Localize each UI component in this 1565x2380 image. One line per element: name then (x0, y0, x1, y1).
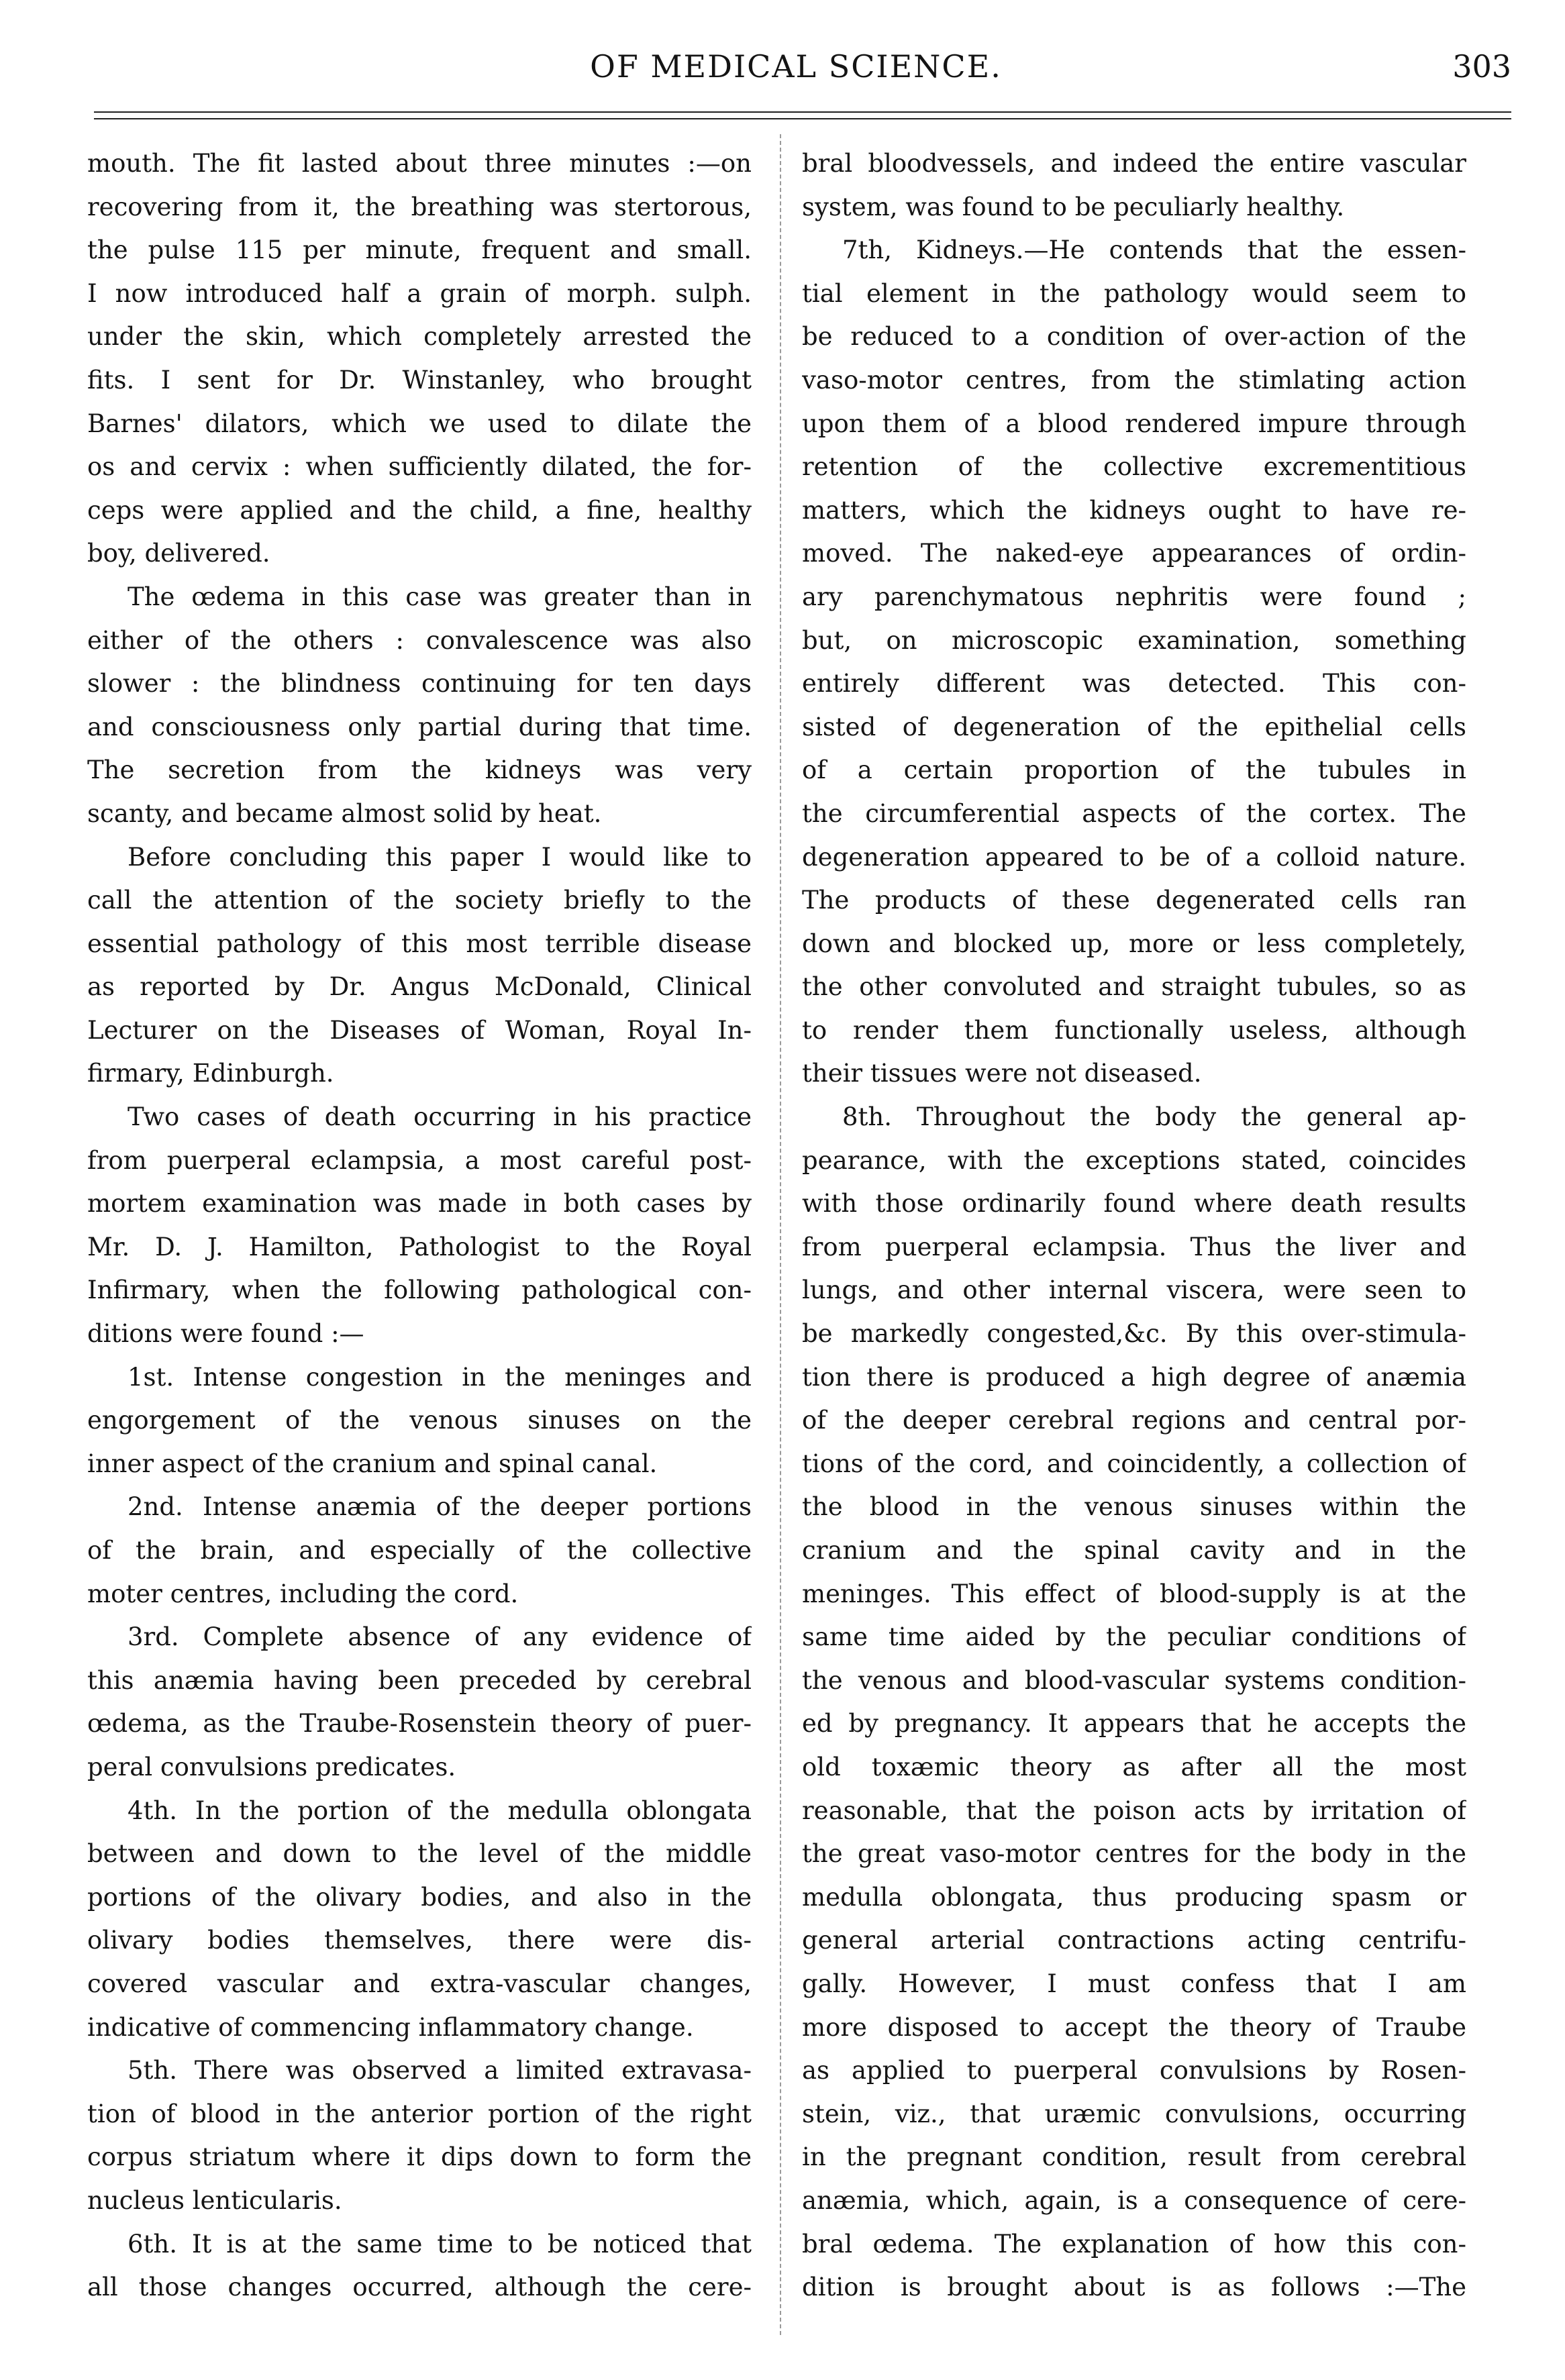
text-line: call the attention of the society briefly to the (87, 886, 752, 915)
text-line: Infirmary, when the following pathological con- (87, 1276, 752, 1305)
page-number: 303 (1452, 48, 1511, 85)
text-line: their tissues were not diseased. (802, 1059, 1202, 1088)
text-line: recovering from it, the breathing was stertorous, (87, 192, 752, 221)
text-line: upon them of a blood rendered impure through (802, 409, 1466, 438)
left-column (87, 142, 752, 2310)
text-line: dition is brought about is as follows :—The (802, 2273, 1466, 2302)
text-line: inner aspect of the cranium and spinal canal. (87, 1449, 658, 1478)
text-line: bral bloodvessels, and indeed the entire vascular (802, 149, 1466, 178)
text-line: ed by pregnancy. It appears that he accepts the (802, 1709, 1466, 1739)
text-line: The œdema in this case was greater than in (128, 582, 752, 611)
text-line: tial element in the pathology would seem to (802, 278, 1466, 308)
text-line: cranium and the spinal cavity and in the (802, 1536, 1466, 1565)
text-line: the venous and blood-vascular systems condition- (802, 1665, 1466, 1695)
text-line: of the brain, and especially of the collective (87, 1536, 752, 1565)
text-line: indicative of commencing inflammatory change. (87, 2012, 694, 2042)
text-line: mortem examination was made in both cases by (87, 1189, 752, 1219)
text-line: corpus striatum where it dips down to form the (87, 2142, 752, 2172)
text-line: fits. I sent for Dr. Winstanley, who brought (87, 365, 752, 395)
running-header (81, 48, 1511, 95)
text-line: of the deeper cerebral regions and central por- (802, 1406, 1466, 1435)
text-line: with those ordinarily found where death results (802, 1189, 1466, 1219)
text-line: The secretion from the kidneys was very (87, 756, 752, 785)
text-line: The products of these degenerated cells ran (802, 886, 1466, 915)
text-line: firmary, Edinburgh. (87, 1059, 334, 1088)
text-line: ceps were applied and the child, a fine, healthy (87, 495, 752, 525)
text-line: bral œdema. The explanation of how this con- (802, 2229, 1466, 2259)
running-title: OF MEDICAL SCIENCE. (590, 48, 1002, 85)
text-line: as reported by Dr. Angus McDonald, Clinical (87, 972, 752, 1002)
text-line: œdema, as the Traube-Rosenstein theory of puer- (87, 1709, 752, 1739)
text-line: Barnes' dilators, which we used to dilate the (87, 409, 752, 438)
text-line: be markedly congested,&c. By this over-stimula- (802, 1319, 1466, 1349)
text-line: the great vaso-motor centres for the body in the (802, 1839, 1466, 1869)
right-column (802, 142, 1466, 2310)
text-line: 6th. It is at the same time to be noticed that (128, 2229, 752, 2259)
text-line: be reduced to a condition of over-action of the (802, 322, 1466, 352)
text-line: 1st. Intense congestion in the meninges and (128, 1362, 752, 1392)
text-line: covered vascular and extra-vascular changes, (87, 1969, 752, 1998)
text-line: in the pregnant condition, result from cerebral (802, 2142, 1466, 2172)
text-line: os and cervix : when sufficiently dilated, the for- (87, 452, 752, 482)
text-line: retention of the collective excrementitious (802, 452, 1466, 482)
text-line: medulla oblongata, thus producing spasm or (802, 1882, 1466, 1912)
text-line: meninges. This effect of blood-supply is at the (802, 1579, 1466, 1608)
text-line: peral convulsions predicates. (87, 1752, 456, 1781)
text-line: entirely different was detected. This con- (802, 669, 1466, 699)
text-line: olivary bodies themselves, there were dis- (87, 1926, 752, 1955)
text-line: ary parenchymatous nephritis were found ; (802, 582, 1466, 611)
text-line: portions of the olivary bodies, and also in the (87, 1882, 752, 1912)
text-line: vaso-motor centres, from the stimlating action (802, 365, 1466, 395)
text-line: engorgement of the venous sinuses on the (87, 1406, 752, 1435)
text-line: essential pathology of this most terrible disease (87, 929, 752, 958)
text-line: matters, which the kidneys ought to have re- (802, 495, 1466, 525)
text-line: nucleus lenticularis. (87, 2185, 342, 2215)
text-line: all those changes occurred, although the cere- (87, 2273, 752, 2302)
header-rule-top (94, 111, 1511, 113)
text-line: as applied to puerperal convulsions by Rosen- (802, 2056, 1466, 2085)
text-line: 5th. There was observed a limited extravasa- (128, 2056, 752, 2085)
text-line: system, was found to be peculiarly healthy. (802, 192, 1345, 221)
column-divider (780, 134, 781, 2335)
text-line: 4th. In the portion of the medulla oblongata (128, 1796, 752, 1825)
text-line: sisted of degeneration of the epithelial cells (802, 712, 1466, 741)
text-line: 3rd. Complete absence of any evidence of (128, 1622, 752, 1652)
text-line: mouth. The fit lasted about three minutes :—on (87, 149, 752, 178)
text-line: moved. The naked-eye appearances of ordin- (802, 539, 1466, 568)
text-line: stein, viz., that uræmic convulsions, occurring (802, 2099, 1466, 2128)
text-line: 7th, Kidneys.—He contends that the essen- (842, 236, 1466, 265)
text-line: from puerperal eclampsia. Thus the liver and (802, 1232, 1466, 1261)
text-line: moter centres, including the cord. (87, 1579, 519, 1608)
text-line: between and down to the level of the middle (87, 1839, 752, 1869)
text-line: Mr. D. J. Hamilton, Pathologist to the Royal (87, 1232, 752, 1261)
text-line: same time aided by the peculiar conditions of (802, 1622, 1466, 1652)
text-line: down and blocked up, more or less completely, (802, 929, 1466, 958)
text-line: of a certain proportion of the tubules in (802, 756, 1466, 785)
header-rule-bottom (94, 118, 1511, 119)
text-line: the pulse 115 per minute, frequent and small. (87, 236, 752, 265)
text-line: the blood in the venous sinuses within the (802, 1492, 1466, 1522)
text-line: 8th. Throughout the body the general ap- (842, 1102, 1466, 1132)
text-line: Two cases of death occurring in his practice (128, 1102, 752, 1132)
text-line: Before concluding this paper I would like to (128, 842, 752, 872)
text-line: gally. However, I must confess that I am (802, 1969, 1466, 1998)
text-line: old toxæmic theory as after all the most (802, 1752, 1466, 1781)
text-line: under the skin, which completely arrested the (87, 322, 752, 352)
text-line: I now introduced half a grain of morph. sulph. (87, 278, 752, 308)
text-line: but, on microscopic examination, something (802, 625, 1466, 655)
text-line: slower : the blindness continuing for ten days (87, 669, 752, 699)
text-line: either of the others : convalescence was also (87, 625, 752, 655)
text-line: this anæmia having been preceded by cerebral (87, 1665, 752, 1695)
text-line: tion there is produced a high degree of anæmia (802, 1362, 1466, 1392)
text-line: lungs, and other internal viscera, were seen to (802, 1276, 1466, 1305)
text-line: the circumferential aspects of the cortex. The (802, 798, 1466, 828)
text-line: the other convoluted and straight tubules, so as (802, 972, 1466, 1002)
text-line: Lecturer on the Diseases of Woman, Royal In- (87, 1015, 752, 1045)
text-line: anæmia, which, again, is a consequence of cere- (802, 2185, 1466, 2215)
text-line: from puerperal eclampsia, a most careful post- (87, 1145, 752, 1175)
text-line: general arterial contractions acting centrifu- (802, 1926, 1466, 1955)
text-line: 2nd. Intense anæmia of the deeper portions (128, 1492, 752, 1522)
text-line: reasonable, that the poison acts by irritation of (802, 1796, 1466, 1825)
text-line: boy, delivered. (87, 539, 270, 568)
text-line: tions of the cord, and coincidently, a collection of (802, 1449, 1466, 1478)
text-line: ditions were found :— (87, 1319, 364, 1349)
text-line: scanty, and became almost solid by heat. (87, 798, 602, 828)
text-line: tion of blood in the anterior portion of the right (87, 2099, 752, 2128)
text-line: pearance, with the exceptions stated, coincides (802, 1145, 1466, 1175)
text-line: degeneration appeared to be of a colloid nature. (802, 842, 1466, 872)
text-line: to render them functionally useless, although (802, 1015, 1466, 1045)
text-line: more disposed to accept the theory of Traube (802, 2012, 1466, 2042)
text-line: and consciousness only partial during that time. (87, 712, 752, 741)
